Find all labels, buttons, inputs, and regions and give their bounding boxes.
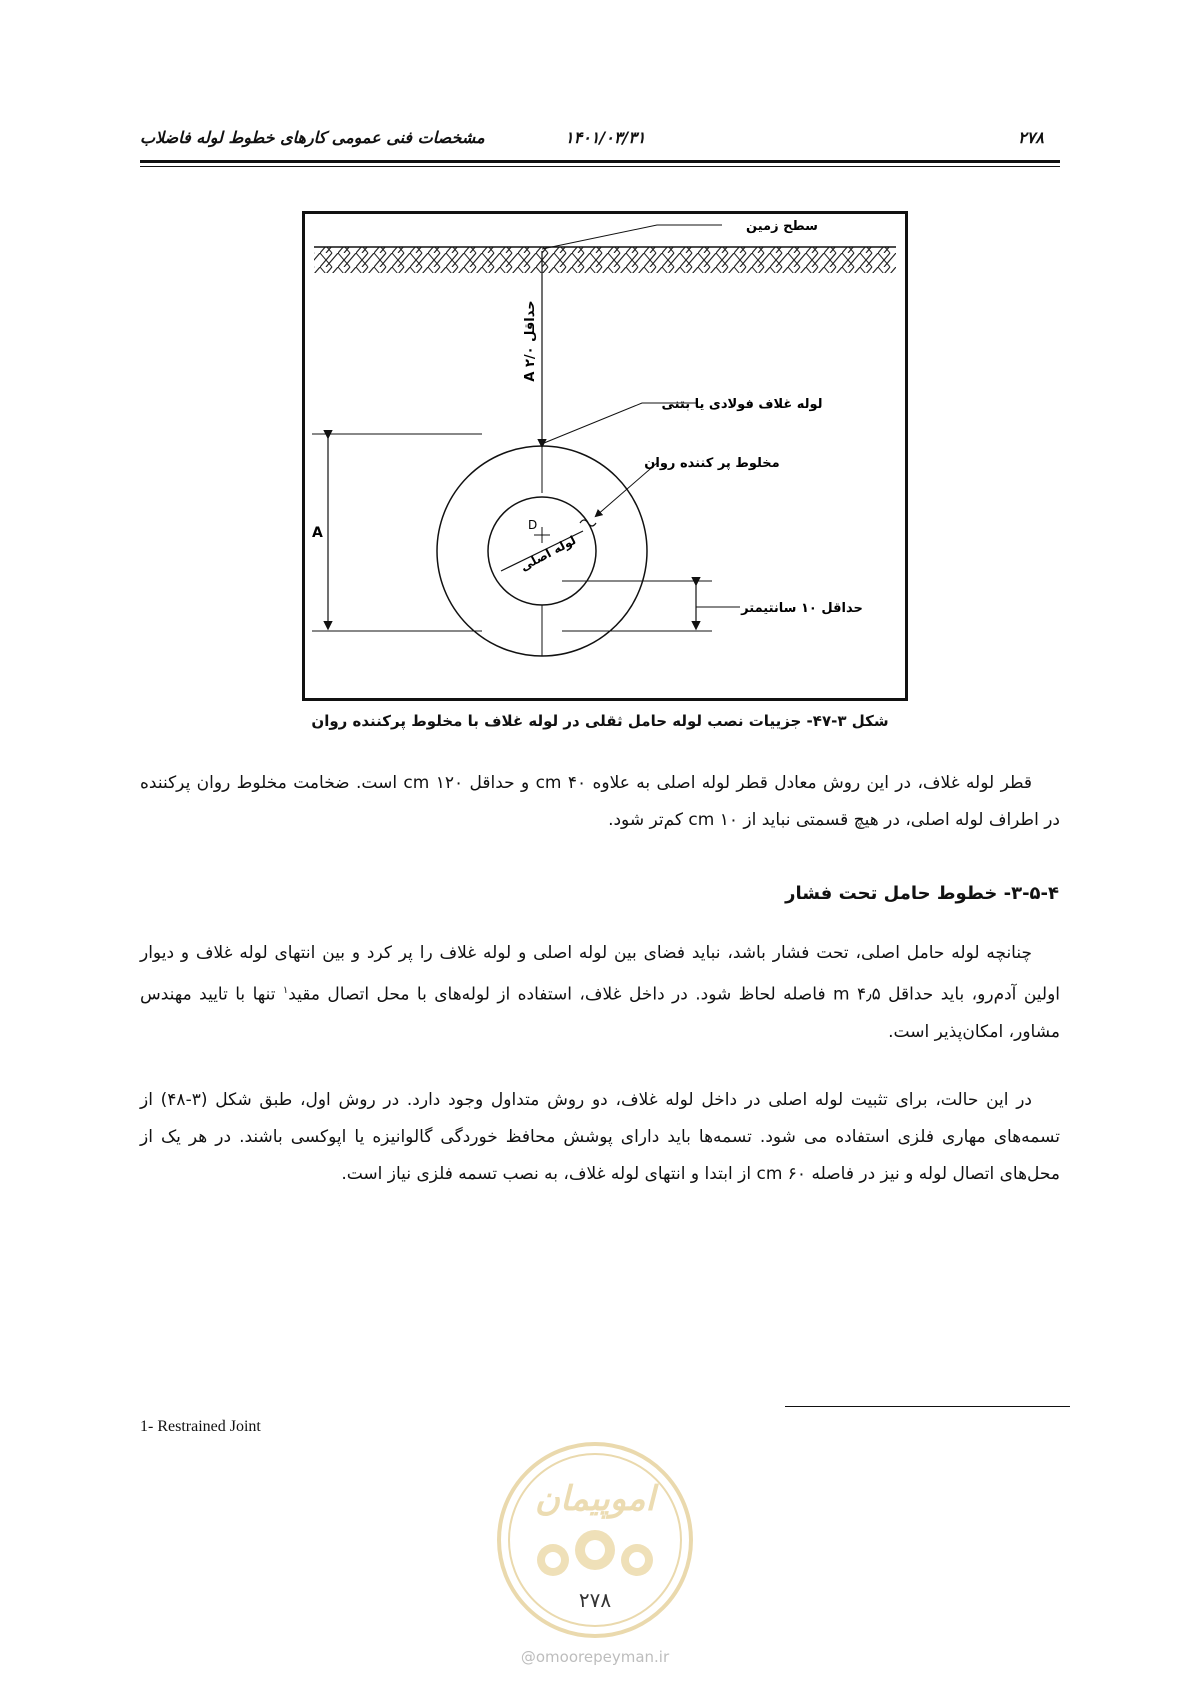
svg-text:اموپیمان: اموپیمان [535,1479,655,1519]
paragraph-1 [140,765,1060,839]
ground-hatch [314,247,896,273]
figure-frame [304,213,907,700]
section-heading: ۳-۵-۴- خطوط حامل تحت فشار [785,883,1059,904]
paragraph-2-text [140,935,1060,1051]
header-page-number: ۲۷۸ [1018,128,1044,147]
grout-squiggle [580,520,596,526]
grout-label: مخلوط پر کننده روان [644,456,780,471]
header-rule-thin [140,166,1060,167]
header-title: مشخصات فنی عمومی کارهای خطوط لوله فاضلاب [140,128,485,147]
watermark-text: @omoorepeyman.ir [520,1648,670,1666]
paragraph-2 [140,935,1060,1051]
footnote-rule [785,1406,1070,1407]
depth-label: حداقل ۲/۰ A [523,300,538,382]
casing-label: لوله غلاف فولادی یا بتنی [661,397,823,412]
stamp-page-number: ۲۷۸ [578,1588,612,1612]
pipe-casing-figure [302,211,908,701]
paragraph-2-part-a: چنانچه لوله حامل اصلی، تحت فشار باشد، نباید فضای بین لوله اصلی و لوله غلاف را پر کرد و بین انتهای لوله غلاف و دیوار اولین آدم‌رو، باید حداقل ۴٫۵ m فاصله لحاظ شود. در داخل غلاف، استفاده از لوله‌های با محل اتصال مقید [140,943,1060,1005]
header-rule-thick [140,160,1060,163]
paragraph-2-part-b: تنها با تایید مهندس مشاور، امکان‌پذیر است. [140,984,1060,1042]
paragraph-3 [140,1082,1060,1193]
paragraph-1-text: قطر لوله غلاف، در این روش معادل قطر لوله اصلی به علاوه ۴۰ cm و حداقل ۱۲۰ cm است. ضخامت مخلوط روان پرکننده در اطراف لوله اصلی، در هیچ قسمتی نباید از ۱۰ cm کم‌تر شود. [140,773,1060,830]
ground-leader [542,225,722,249]
paragraph-3-text: در این حالت، برای تثبیت لوله اصلی در داخل لوله غلاف، دو روش متداول وجود دارد. در روش اول، طبق شکل (۳-۴۸) از تسمه‌های مهاری فلزی استفاده می شود. تسمه‌ها باید دارای پوشش محافظ خوردگی گالوانیزه یا اپوکسی باشند. در هر یک از محل‌های اتصال لوله و نیز در فاصله ۶۰ cm از ابتدا و انتهای لوله غلاف، به نصب تسمه فلزی نیاز است. [140,1090,1060,1184]
footnote-text: 1- Restrained Joint [140,1418,261,1435]
diameter-label: D [528,518,538,532]
dim-a-label: A [312,525,323,541]
figure-caption: شکل ۳-۴۷- جزییات نصب لوله حامل ثقلی در لوله غلاف با مخلوط پرکننده روان [311,712,889,730]
carrier-label: لوله اصلی [518,533,579,574]
header-date: ۱۴۰۱/۰۳/۳۱ [565,128,646,147]
clear-label: حداقل ۱۰ سانتیمتر [741,601,863,616]
footnote-ref: ۱ [282,985,289,996]
ground-label: سطح زمین [746,219,818,234]
